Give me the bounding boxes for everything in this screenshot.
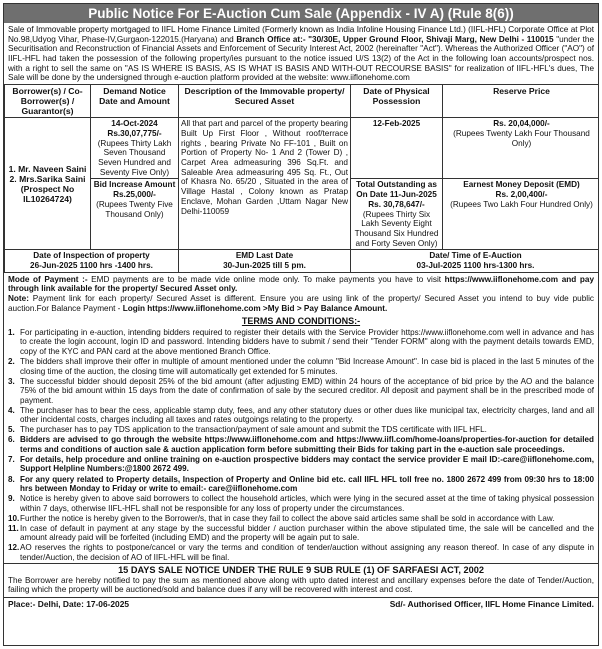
terms-item-text: The successful bidder should deposit 25% of the bid amount (after adjusting EMD) within 24 hours of the acceptance of bid price by the AO and the balance 75% of the bid amount within 15 days from the date of confirmation of sale by the secured creditor. All deposit and payment shall be in the prescribed mode of payment. (20, 376, 594, 405)
outstanding-words: (Rupees Thirty Six Lakh Seventy Eight Thousand Six Hundred and Forty Seven Only) (354, 209, 439, 248)
intro-text-1: Sale of Immovable property mortgaged to IIFL Home Finance Limited (Formerly known as India Infoline Housing Finance Ltd.) (IIFL-HFL) Corporate Office at Plot No.98,Udyog Vihar, Phase-IV,Gurgaon-122015.(Haryana) and (8, 25, 594, 44)
auction-cell (351, 250, 600, 272)
terms-item-text: AO reserves the rights to postpone/cancel or vary the terms and condition of tender/auction without assigning any reason thereof. In case of any dispute in tender/Auction, the decision of AO of IIFL-HFL will be final. (20, 543, 594, 562)
demand-words: (Rupees Thirty Lakh Seven Thousand Seven Hundred and Seventy Five Only) (97, 138, 172, 177)
branch-office: Branch Office at:- "30/30E, Upper Ground Floor, Shivaji Marg, New Delhi - 110015 (236, 34, 554, 44)
terms-item-number: 7. (8, 454, 15, 464)
reserve-amount: Rs. 20,04,000/- (493, 119, 550, 129)
terms-item (8, 494, 594, 513)
outstanding-label: Total Outstanding as On Date 11-Jun-2025 (356, 180, 437, 200)
emd-amount: Rs. 2,00,400/- (495, 190, 548, 200)
terms-item-number: 6. (8, 435, 15, 445)
mode-label: Mode of Payment :- (8, 274, 88, 284)
terms-item (8, 514, 594, 524)
reserve-cell (443, 118, 600, 179)
terms-item-number: 10. (8, 513, 20, 523)
mode-link[interactable]: https://www.iiflonehome.com and pay through link available for the property/ Secured Asset only. (8, 274, 594, 294)
header-borrowers: Borrower(s) / Co-Borrower(s) / Guarantor(s) (5, 85, 91, 118)
bid-increase-words: (Rupees Twenty Five Thousand Only) (96, 199, 173, 219)
terms-title: TERMS AND CONDITIONS:- (241, 316, 361, 327)
header-possession: Date of Physical Possession (351, 85, 443, 118)
note-text: Payment link for each property/ Secured Asset is different. Ensure you are using link of the property/ Secured Asset you intend to buy vide public auction.For Balance Payment - (8, 293, 594, 313)
inspection-cell (5, 250, 179, 272)
payment-notes (4, 273, 598, 316)
terms-item (8, 524, 594, 543)
terms-item-number: 9. (8, 494, 15, 504)
sale-notice-text: The Borrower are hereby notified to pay the sum as mentioned above along with upto dated interest and ancillary expenses before the date of Tender/Auction, failing which the property will be auctioned/sold and balance dues if any will be recovered with interest and cost. (4, 576, 598, 598)
terms-item-text: The purchaser has to pay TDS application to the transaction/payment of sale amount and submit the TDS certificate with IIFL HFL. (20, 425, 487, 435)
terms-item (8, 328, 594, 357)
terms-item-number: 2. (8, 356, 15, 366)
mode-of-payment (8, 275, 594, 294)
terms-item-text: The bidders shall improve their offer in multiple of amount mentioned under the column "Bid Increase Amount". In case bid is placed in the last 5 minutes of the closing time of the auction, the closing time will automatically get extended for 5 minutes. (20, 356, 594, 376)
bid-increase-label: Bid Increase Amount (93, 180, 176, 190)
bid-increase-cell (91, 179, 179, 250)
note-label: Note: (8, 293, 29, 303)
dates-row (5, 250, 600, 272)
terms-item-text: For any query related to Property details, Inspection of Property and Online bid etc. call IIFL HFL toll free no. 1800 2672 499 from 09:30 hrs to 18:00 hrs between Monday to Friday or write to email:- care@iiflonehome.com (20, 474, 594, 494)
terms-item (8, 475, 594, 494)
description-cell: All that part and parcel of the property bearing Built Up First Floor , Without roof/terrace rights , bearing Private No FF-101 , Built on Portion of Property No- 1 And 2 (Tower D) , Carpet Area admeasuring 396 Sq.Ft. and Saleable Area admeasuring 495 Sq. Ft., Out of Khasra No. 65/20 , Situated in the area of Village Hastal , Colony known as Pratap Enclave, Mohan Garden ,Uttam Nagar New Delhi-110059 (179, 118, 351, 250)
intro-text-2: "under the Securitisation and Reconstruction of Financial Assets and Enforcement of Security Interest Act, 2002 (hereinafter "Act"). Whereas the Authorized Officer ("AO") of IIFL-HFL had taken the possession of the following property/ies pursuant to the notice issued U/S 13(2) of the Act in the following loan accounts/prospect nos. with a right to sell the same on "AS IS WHERE IS BASIS, AS IS WHAT IS BASIS AND WITH-OUT RECOURSE BASIS" for realization of IIFL-HFL's dues, The Sale will be done by the undersigned through e-auction platform provided at the website: www.iiflonehome.com (8, 34, 594, 83)
terms-item (8, 377, 594, 406)
inspection-label: Date of Inspection of property (33, 251, 150, 261)
terms-item (8, 455, 594, 474)
terms-item-number: 8. (8, 474, 15, 484)
terms-item (8, 425, 594, 435)
terms-item-text: For details, help procedure and online training on e-auction prospective bidders may contact the service provider E mail ID:-care@iiflonehome.com, Support Helpline Numbers:@1800 2672 499. (20, 454, 594, 474)
auction-value: 03-Jul-2025 1100 hrs-1300 hrs. (416, 260, 535, 270)
mode-text: EMD payments are to be made vide online mode only. To make payments you have to visit (87, 274, 445, 284)
table-row (5, 118, 600, 179)
footer (4, 598, 598, 612)
bid-increase-amount: Rs.25,000/- (113, 190, 156, 200)
terms-item (8, 543, 594, 562)
demand-date: 14-Oct-2024 (111, 119, 158, 129)
emd-words: (Rupees Two Lakh Four Hundred Only) (450, 199, 593, 209)
payment-note (8, 294, 594, 313)
emd-last-cell (179, 250, 351, 272)
property-table (4, 84, 599, 273)
terms-item-text: Further the notice is hereby given to the Borrower/s, that in case they fail to collect the above said articles same shall be sold in accordance with Law. (20, 513, 555, 523)
header-description: Description of the Immovable property/ Secured Asset (179, 85, 351, 118)
terms-item (8, 406, 594, 425)
terms-item-number: 4. (8, 405, 15, 415)
outstanding-cell (351, 179, 443, 250)
outstanding-amount: Rs. 30,78,647/- (368, 199, 425, 209)
place-date: Place:- Delhi, Date: 17-06-2025 (8, 599, 130, 610)
table-header-row (5, 85, 600, 118)
terms-item-number: 11. (8, 523, 19, 533)
borrowers-cell: 1. Mr. Naveen Saini 2. Mrs.Sarika Saini (Prospect No IL10264724) (5, 118, 91, 250)
emd-label: Earnest Money Deposit (EMD) (463, 180, 580, 190)
signatory: Sd/- Authorised Officer, IIFL Home Finance Limited. (389, 599, 594, 610)
terms-item-number: 5. (8, 425, 15, 435)
auction-label: Date/ Time of E-Auction (429, 251, 522, 261)
sale-notice-title: 15 DAYS SALE NOTICE UNDER THE RULE 9 SUB RULE (1) OF SARFAESI ACT, 2002 (4, 563, 598, 576)
terms-item-text: For participating in e-auction, intending bidders required to register their details with the Service Provider https://www.iiflonehome.com well in advance and has to create the login account, login ID and password. Intending bidders have to submit / send their "Tender FORM" along with the payment details towards EMD, copy of the KYC and PAN card at the above mentioned Branch Office. (20, 327, 594, 356)
header-demand: Demand Notice Date and Amount (91, 85, 179, 118)
terms-item-text: In case of default in payment at any stage by the successful bidder / auction purchaser within the above stipulated time, the sale will be cancelled and the amount already paid will be forfeited (including EMD) and the property will be again put to sale. (20, 523, 594, 543)
notice-page (3, 3, 599, 646)
emd-cell (443, 179, 600, 250)
intro-paragraph (4, 23, 598, 84)
terms-item (8, 357, 594, 376)
demand-amount: Rs.30,07,775/- (107, 129, 162, 139)
emd-last-value: 30-Jun-2025 till 5 pm. (223, 260, 306, 270)
demand-cell (91, 118, 179, 179)
reserve-words: (Rupees Twenty Lakh Four Thousand Only) (453, 129, 590, 148)
notice-title: Public Notice For E-Auction Cum Sale (Appendix - IV A) (Rule 8(6)) (4, 4, 598, 23)
terms-item-text: Notice is hereby given to above said borrowers to collect the household articles, which were lying in the secured asset at the time of taking physical possession within 7 days, otherwise IIFL-HFL shall not be responsible for any loss of property under the circumstances. (20, 494, 594, 513)
terms-list (4, 328, 598, 563)
terms-item (8, 435, 594, 454)
terms-item-text: Bidders are advised to go through the website https://www.iiflonehome.com and https://www.iifl.com/home-loans/properties-for-auction for detailed terms and conditions of auction sale & auction application form before submitting their Bids for taking part in the e-auction sale proceedings. (20, 435, 594, 454)
terms-item-number: 1. (8, 327, 15, 337)
terms-item-text: The purchaser has to bear the cess, applicable stamp duty, fees, and any other statutory dues or other dues like municipal tax, electricity charges, land and all other incidental costs, charges including all taxes and rates outgoings relating to the property. (20, 405, 594, 425)
balance-link[interactable]: Login https://www.iiflonehome.com >My Bid > Pay Balance Amount. (122, 303, 388, 313)
terms-item-number: 3. (8, 376, 15, 386)
header-reserve: Reserve Price (443, 85, 600, 118)
emd-last-label: EMD Last Date (235, 251, 294, 261)
inspection-value: 26-Jun-2025 1100 hrs -1400 hrs. (30, 260, 153, 270)
terms-item-number: 12. (8, 543, 20, 553)
possession-date: 12-Feb-2025 (351, 118, 443, 179)
